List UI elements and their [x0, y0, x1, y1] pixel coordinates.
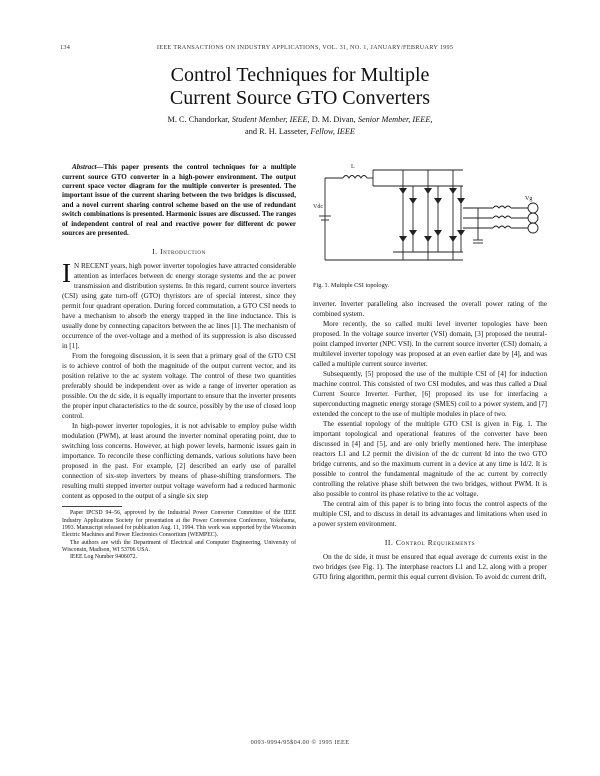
author-1-name: M. C. Chandorkar,	[167, 115, 230, 124]
running-header	[60, 44, 540, 51]
journal-line: IEEE TRANSACTIONS ON INDUSTRY APPLICATIONS, VOL. 31, NO. 1, JANUARY/FEBRUARY 1995	[156, 44, 454, 51]
right-paragraph-4: The essential topology of the multiple GTO CSI is given in Fig. 1. The important topological and operational features of the converter have been discussed in [4] and [5], and are only briefly mentioned here. The interphase reactors L1 and L2 permit the division of the dc current Id into the two GTO bridge currents, and so the maximum current in a device at any time is Id/2. It is possible to control the fundamental magnitude of the ac current by correctly controlling the relative phase shift between the two bridges, without PWM. It is also possible to control its phase relative to the ac voltage.	[313, 420, 547, 498]
footnote-manuscript: Paper IPCSD 94–56, approved by the Industrial Power Converter Committee of the IEEE Industry Applications Society for presentation at the Power Conversion Conference, Yokohama, 1993. Manuscript released for publication Aug. 11, 1994. This work was supported by the Wisconsin Electric Machines and Power Electronics Consortium (WEMPEC).	[62, 510, 296, 539]
author-line-1	[0, 114, 600, 126]
right-paragraph-5: The central aim of this paper is to bring into focus the control aspects of the multiple CSI, and to discuss in detail its advantages and limitations when used in a power system environment.	[313, 500, 547, 528]
right-paragraph-2: More recently, the so called multi level inverter topologies have been proposed. In the voltage source inverter (VSI) domain, [3] proposed the neutral-point clamped inverter (NPC VSI). In the current source inverter (CSI) domain, a multilevel inverter topology was proposed at an even earlier date by [4], and was called a multiple current source inverter.	[313, 320, 547, 368]
author-3-name: R. H. Lasseter,	[259, 127, 309, 136]
right-paragraph-1: inverter. Inverter paralleling also increased the overall power rating of the combined system.	[313, 300, 547, 318]
author-2-role: Senior Member, IEEE,	[357, 115, 433, 124]
right-paragraph-3: Subsequently, [5] proposed the use of the multiple CSI of [4] for induction machine control. This consisted of two CSI modules, and was thus called a Dual Current Source Inverter. Further, [6] proposed its use for interfacing a superconducting magnetic energy storage (SMES) coil to a power system, and [7] extended the concept to the use of multiple modules in place of two.	[313, 370, 547, 418]
copyright-line: 0093-9994/95$04.00 © 1995 IEEE	[250, 739, 350, 746]
intro-paragraph-1: I N RECENT years, high power inverter topologies have attracted considerable attention as interfaces between dc energy storage systems and the ac power transmission and distribution systems. In this regard, current source inverters (CSI) using gate turn-off (GTO) thyristors are of special interest, since they permit four quadrant operation. During forced commutation, a GTO CSI needs to have a mechanism to absorb the energy trapped in the line inductance. This is usually done by connecting capacitors between the ac lines [1]. The mechanism of occurrence of the over-voltage and a method of its suppression is also discussed in [1].	[62, 258, 296, 351]
footnote-affiliation: The authors are with the Department of Electrical and Computer Engineering, University of Wisconsin, Madison, WI 53706 USA.	[62, 539, 296, 553]
abstract-text: This paper presents the control techniques for a multiple current source GTO converter in a high-power environment. The output current space vector diagram for the multiple converter is presented. The important issue of the current sharing between the two bridges is discussed, and a novel current sharing control scheme based on the use of redundant switch combinations is presented. Harmonic issues are discussed. The ranges of independent control of real and reactive power for different dc power sources are presented.	[62, 163, 296, 237]
drop-cap: I	[62, 258, 71, 289]
footnote-divider	[62, 506, 122, 507]
intro-paragraph-3: In high-power inverter topologies, it is not advisable to employ pulse width modulation (PWM), at least around the inverter nominal operating point, due to switching loss concerns. However, at high power levels, harmonic issues gain in importance. To reconcile these conflicting demands, various solutions have been proposed in the past. For example, [2] described an early use of parallel connection of six-step inverters by means of phase-shifting transformers. The resulting multi stepped inverter output voltage waveform had a reduced harmonic content as opposed to the output of a single six step	[62, 422, 296, 501]
section-heading-control-requirements: II. Control Requirements	[384, 538, 476, 547]
author-1-role: Student Member, IEEE,	[231, 115, 310, 124]
right-column	[313, 156, 547, 582]
abstract	[62, 163, 296, 238]
author-block	[0, 114, 600, 138]
abstract-label: Abstract—	[72, 163, 104, 172]
intro-paragraph-2: From the foregoing discussion, it is seen that a primary goal of the GTO CSI is to achieve control of both the magnitude of the output current vector, and its position relative to the ac system voltage. The control of these two quantities preferably should be independent over as wide a range of inverter operation as possible. On the dc side, it is equally important to ensure that the inverter presents the proper input characteristics to the dc source, possibly by the use of closed loop control.	[62, 352, 296, 421]
author-and: and	[245, 127, 258, 136]
section-heading-introduction: I. Introduction	[152, 247, 206, 257]
author-2-name: D. M. Divan,	[311, 115, 356, 124]
left-column	[62, 156, 296, 561]
label-dc-source: Vdc	[313, 204, 323, 210]
footnote-log-number: IEEE Log Number 9406072.	[70, 554, 137, 561]
author-3-role: Fellow, IEEE	[310, 127, 355, 136]
label-ac-voltage: Vg	[525, 196, 533, 202]
title-line-1: Control Techniques for Multiple	[170, 64, 430, 86]
multiple-csi-schematic	[313, 156, 547, 276]
paper-title	[0, 64, 600, 110]
figure-caption: Fig. 1. Multiple CSI topology.	[313, 282, 390, 289]
label-inductor: L	[351, 164, 355, 170]
title-line-2: Current Source GTO Converters	[169, 87, 431, 109]
page-number: 134	[60, 44, 71, 51]
right-paragraph-6: On the dc side, it must be ensured that equal average dc currents exist in the two bridges (see Fig. 1). The interphase reactors L1 and L2, along with a proper GTO firing algorithm, permit this equal current division. To avoid dc current drift,	[313, 553, 547, 581]
figure-1	[313, 156, 547, 276]
author-line-2	[0, 126, 600, 138]
